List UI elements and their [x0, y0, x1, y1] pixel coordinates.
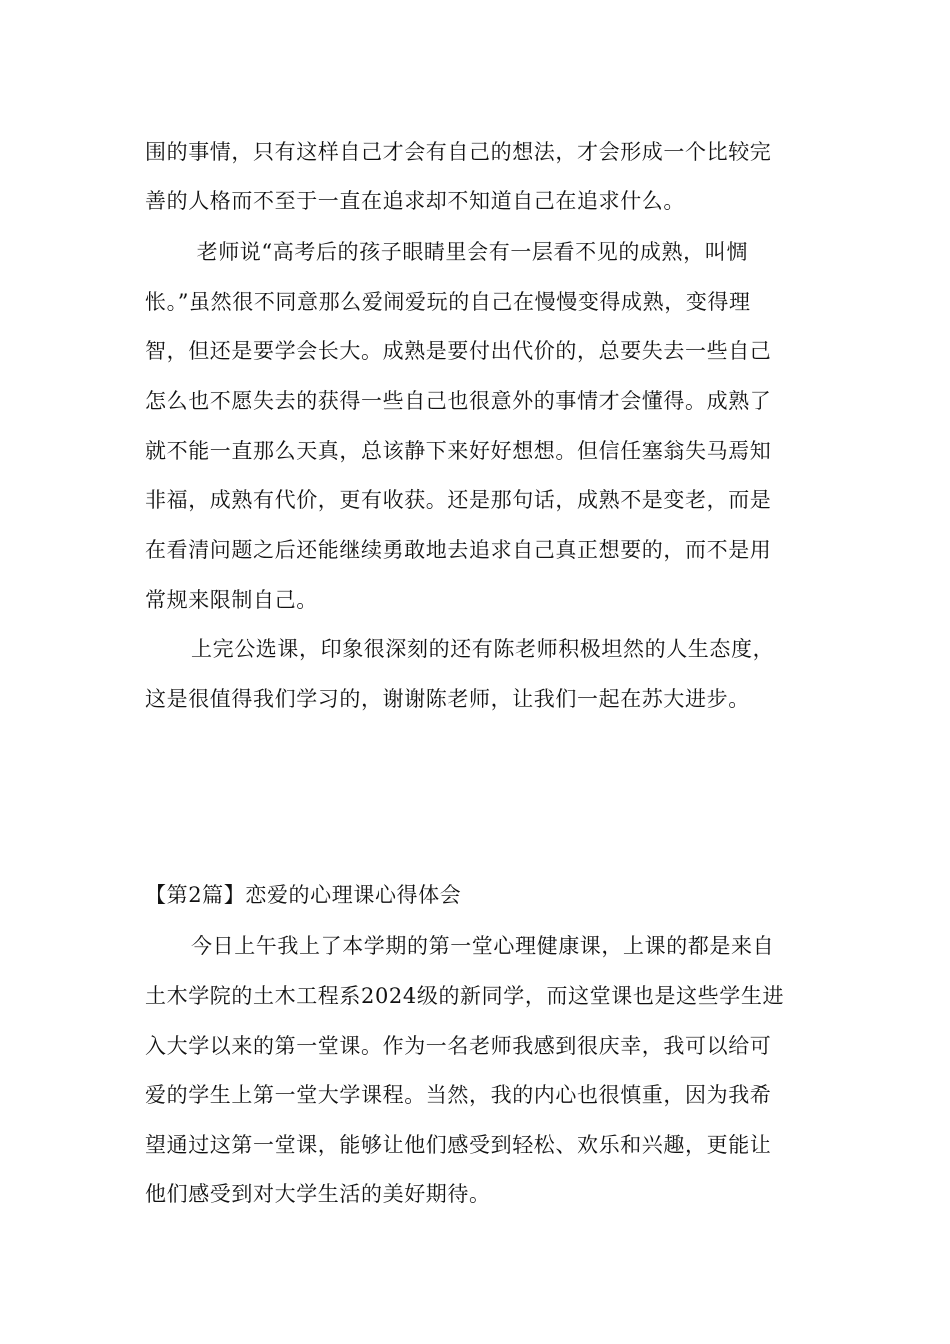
paragraph-line: 这是很值得我们学习的，谢谢陈老师，让我们一起在苏大进步。 [145, 687, 750, 711]
paragraph-line: 怅。”虽然很不同意那么爱闹爱玩的自己在慢慢变得成熟，变得理 [145, 290, 751, 314]
paragraph-line: 善的人格而不至于一直在追求却不知道自己在追求什么。 [145, 189, 685, 213]
paragraph-line: 入大学以来的第一堂课。作为一名老师我感到很庆幸，我可以给可 [145, 1034, 772, 1058]
paragraph-line: 老师说“高考后的孩子眼睛里会有一层看不见的成熟，叫惆 [175, 240, 748, 264]
paragraph-line: 非福，成熟有代价，更有收获。还是那句话，成熟不是变老，而是 [145, 488, 772, 512]
paragraph-line: 今日上午我上了本学期的第一堂心理健康课，上课的都是来自 [191, 934, 775, 958]
paragraph-line: 上完公选课，印象很深刻的还有陈老师积极坦然的人生态度， [191, 637, 775, 661]
paragraph-line: 常规来限制自己。 [145, 588, 318, 612]
paragraph-line: 就不能一直那么天真，总该静下来好好想想。但信任塞翁失马焉知 [145, 439, 772, 463]
paragraph-line: 怎么也不愿失去的获得一些自己也很意外的事情才会懂得。成熟了 [145, 389, 772, 413]
paragraph-line: 围的事情，只有这样自己才会有自己的想法，才会形成一个比较完 [145, 140, 772, 164]
paragraph-line: 爱的学生上第一堂大学课程。当然，我的内心也很慎重，因为我希 [145, 1083, 772, 1107]
paragraph-line: 智，但还是要学会长大。成熟是要付出代价的，总要失去一些自己 [145, 339, 772, 363]
paragraph-line: 土木学院的土木工程系2024级的新同学，而这堂课也是这些学生进 [145, 984, 785, 1008]
paragraph-line: 他们感受到对大学生活的美好期待。 [145, 1182, 491, 1206]
paragraph-line: 在看清问题之后还能继续勇敢地去追求自己真正想要的，而不是用 [145, 538, 772, 562]
paragraph-line: 望通过这第一堂课，能够让他们感受到轻松、欢乐和兴趣，更能让 [145, 1133, 772, 1157]
section-heading: 【第2篇】恋爱的心理课心得体会 [145, 883, 462, 907]
